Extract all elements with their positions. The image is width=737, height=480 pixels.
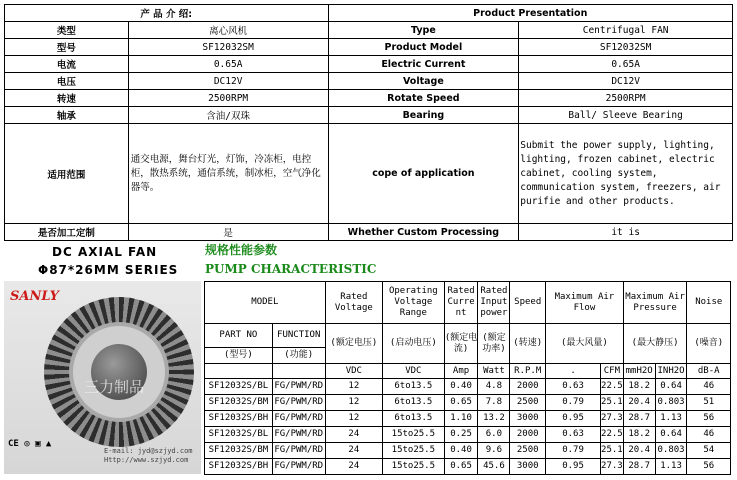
custom-cn-label: 是否加工定制 bbox=[5, 224, 129, 241]
h-function: FUNCTION bbox=[272, 324, 325, 348]
cert-icons: CE ◎ ▣ ▲ bbox=[8, 439, 52, 449]
airflow-cfm-cell: 27.3 bbox=[601, 411, 624, 427]
airflow-m3-cell: 0.95 bbox=[546, 459, 601, 475]
rated-power-cell: 7.8 bbox=[478, 395, 510, 411]
h-cn-power: (额定功率) bbox=[478, 324, 510, 364]
part-no-cell: SF12032S/BL bbox=[205, 427, 273, 443]
noise-cell: 46 bbox=[687, 427, 731, 443]
en-value: DC12V bbox=[519, 73, 733, 90]
application-cn-label: 适用范围 bbox=[5, 124, 129, 224]
part-no-cell: SF12032S/BL bbox=[205, 379, 273, 395]
function-cell: FG/PWM/RD bbox=[272, 379, 325, 395]
series-line1: DC AXIAL FAN bbox=[52, 245, 158, 259]
application-en-label: cope of application bbox=[328, 124, 519, 224]
en-value: Ball/ Sleeve Bearing bbox=[519, 107, 733, 124]
rated-voltage-cell: 24 bbox=[325, 427, 382, 443]
part-no-cell: SF12032S/BH bbox=[205, 411, 273, 427]
h-cn-range: (启动电压) bbox=[383, 324, 445, 364]
en-value: 2500RPM bbox=[519, 90, 733, 107]
h-rated-input: Rated Input power bbox=[478, 282, 510, 324]
speed-cell: 2000 bbox=[510, 379, 546, 395]
presentation-rows bbox=[5, 22, 733, 124]
noise-cell: 56 bbox=[687, 411, 731, 427]
cn-value: SF12032SM bbox=[128, 39, 328, 56]
function-cell: FG/PWM/RD bbox=[272, 459, 325, 475]
table-row bbox=[205, 395, 731, 411]
rated-voltage-cell: 12 bbox=[325, 411, 382, 427]
spec-table bbox=[204, 281, 731, 475]
cn-label: 轴承 bbox=[5, 107, 129, 124]
application-cn-value: 通交电源，舞台灯光，灯饰，冷冻柜，电控柜，散热系统，通信系统，制冰柜，空气净化器等。 bbox=[128, 124, 328, 224]
u-watt: Watt bbox=[478, 364, 510, 379]
rated-voltage-cell: 24 bbox=[325, 443, 382, 459]
h-operating-voltage: Operating Voltage Range bbox=[383, 282, 445, 324]
airflow-m3-cell: 0.95 bbox=[546, 411, 601, 427]
h-cn-model: (型号) bbox=[205, 348, 273, 364]
spec-rows bbox=[205, 379, 731, 475]
h-cn-speed: (转速) bbox=[510, 324, 546, 364]
airflow-cfm-cell: 22.5 bbox=[601, 379, 624, 395]
email-text: E-mail: jyd@szjyd.com bbox=[104, 447, 193, 455]
fan-image bbox=[44, 297, 194, 447]
h-part-no: PART NO bbox=[205, 324, 273, 348]
u-mmh2o: mmH2O bbox=[623, 364, 655, 379]
function-cell: FG/PWM/RD bbox=[272, 427, 325, 443]
pressure-inh2o-cell: 1.13 bbox=[655, 411, 687, 427]
product-photo bbox=[4, 281, 201, 474]
rated-voltage-cell: 24 bbox=[325, 459, 382, 475]
h-rated-current: Rated Curre nt bbox=[444, 282, 478, 324]
h-cn-airflow: (最大风量) bbox=[546, 324, 624, 364]
pressure-mmh2o-cell: 18.2 bbox=[623, 427, 655, 443]
voltage-range-cell: 6to13.5 bbox=[383, 395, 445, 411]
voltage-range-cell: 15to25.5 bbox=[383, 459, 445, 475]
cn-label: 电压 bbox=[5, 73, 129, 90]
pressure-mmh2o-cell: 20.4 bbox=[623, 443, 655, 459]
custom-en-value: it is bbox=[519, 224, 733, 241]
pressure-inh2o-cell: 0.64 bbox=[655, 427, 687, 443]
pressure-inh2o-cell: 0.803 bbox=[655, 443, 687, 459]
en-value: 0.65A bbox=[519, 56, 733, 73]
rated-current-cell: 0.40 bbox=[444, 379, 478, 395]
part-no-cell: SF12032S/BM bbox=[205, 395, 273, 411]
voltage-range-cell: 6to13.5 bbox=[383, 411, 445, 427]
speed-cell: 2000 bbox=[510, 427, 546, 443]
pressure-inh2o-cell: 0.803 bbox=[655, 395, 687, 411]
rated-current-cell: 1.10 bbox=[444, 411, 478, 427]
en-label: Voltage bbox=[328, 73, 519, 90]
spec-title-cn: 规格性能参数 bbox=[205, 243, 278, 257]
cn-value: 离心风机 bbox=[128, 22, 328, 39]
function-cell: FG/PWM/RD bbox=[272, 411, 325, 427]
pressure-inh2o-cell: 0.64 bbox=[655, 379, 687, 395]
voltage-range-cell: 15to25.5 bbox=[383, 443, 445, 459]
product-presentation-table bbox=[4, 4, 733, 241]
speed-cell: 2500 bbox=[510, 395, 546, 411]
airflow-cfm-cell: 25.1 bbox=[601, 395, 624, 411]
header-en: Product Presentation bbox=[328, 5, 733, 22]
rated-power-cell: 9.6 bbox=[478, 443, 510, 459]
cn-label: 型号 bbox=[5, 39, 129, 56]
u-rpm: R.P.M bbox=[510, 364, 546, 379]
airflow-m3-cell: 0.63 bbox=[546, 379, 601, 395]
airflow-cfm-cell: 27.3 bbox=[601, 459, 624, 475]
pressure-mmh2o-cell: 28.7 bbox=[623, 411, 655, 427]
pressure-mmh2o-cell: 18.2 bbox=[623, 379, 655, 395]
watermark: 三力制品 bbox=[84, 378, 145, 396]
airflow-cfm-cell: 25.1 bbox=[601, 443, 624, 459]
voltage-range-cell: 6to13.5 bbox=[383, 379, 445, 395]
h-airflow: Maximum Air Flow bbox=[546, 282, 624, 324]
en-label: Product Model bbox=[328, 39, 519, 56]
rated-power-cell: 13.2 bbox=[478, 411, 510, 427]
en-label: Electric Current bbox=[328, 56, 519, 73]
rated-current-cell: 0.65 bbox=[444, 459, 478, 475]
noise-cell: 51 bbox=[687, 395, 731, 411]
airflow-m3-cell: 0.79 bbox=[546, 443, 601, 459]
en-label: Type bbox=[328, 22, 519, 39]
header-cn: 产 品 介 绍: bbox=[5, 5, 329, 22]
en-value: Centrifugal FAN bbox=[519, 22, 733, 39]
h-cn-voltage: (额定电压) bbox=[325, 324, 382, 364]
part-no-cell: SF12032S/BH bbox=[205, 459, 273, 475]
cn-value: 2500RPM bbox=[128, 90, 328, 107]
speed-cell: 3000 bbox=[510, 459, 546, 475]
h-model: MODEL bbox=[205, 282, 326, 324]
rated-power-cell: 6.0 bbox=[478, 427, 510, 443]
application-en-value: Submit the power supply, lighting, lighting, frozen cabinet, electric cabinet, cooling system, communication system, freezers, air purifie and other products. bbox=[519, 124, 733, 224]
cn-value: 含油/双珠 bbox=[128, 107, 328, 124]
h-cn-noise: (噪音) bbox=[687, 324, 731, 364]
h-pressure: Maximum Air Pressure bbox=[623, 282, 687, 324]
u-inh2o: INH2O bbox=[655, 364, 687, 379]
custom-cn-value: 是 bbox=[128, 224, 328, 241]
table-row bbox=[205, 459, 731, 475]
pressure-inh2o-cell: 1.13 bbox=[655, 459, 687, 475]
http-text: Http://www.szjyd.com bbox=[104, 456, 189, 464]
rated-voltage-cell: 12 bbox=[325, 379, 382, 395]
noise-cell: 56 bbox=[687, 459, 731, 475]
u-cfm: CFM bbox=[601, 364, 624, 379]
rated-power-cell: 45.6 bbox=[478, 459, 510, 475]
u-vdc: VDC bbox=[325, 364, 382, 379]
u-dot: . bbox=[546, 364, 601, 379]
cn-label: 类型 bbox=[5, 22, 129, 39]
u-amp: Amp bbox=[444, 364, 478, 379]
function-cell: FG/PWM/RD bbox=[272, 443, 325, 459]
brand-logo: SANLY bbox=[10, 289, 59, 304]
cn-value: 0.65A bbox=[128, 56, 328, 73]
h-cn-pressure: (最大静压) bbox=[623, 324, 687, 364]
noise-cell: 54 bbox=[687, 443, 731, 459]
noise-cell: 46 bbox=[687, 379, 731, 395]
pressure-mmh2o-cell: 28.7 bbox=[623, 459, 655, 475]
speed-cell: 3000 bbox=[510, 411, 546, 427]
h-speed: Speed bbox=[510, 282, 546, 324]
rated-current-cell: 0.40 bbox=[444, 443, 478, 459]
en-label: Rotate Speed bbox=[328, 90, 519, 107]
rated-voltage-cell: 12 bbox=[325, 395, 382, 411]
airflow-m3-cell: 0.63 bbox=[546, 427, 601, 443]
table-row bbox=[205, 443, 731, 459]
rated-power-cell: 4.8 bbox=[478, 379, 510, 395]
h-rated-voltage: Rated Voltage bbox=[325, 282, 382, 324]
airflow-cfm-cell: 22.5 bbox=[601, 427, 624, 443]
series-line2: Φ87*26MM SERIES bbox=[38, 263, 179, 277]
table-row bbox=[205, 379, 731, 395]
speed-cell: 2500 bbox=[510, 443, 546, 459]
voltage-range-cell: 15to25.5 bbox=[383, 427, 445, 443]
table-row bbox=[205, 411, 731, 427]
h-cn-function: (功能) bbox=[272, 348, 325, 364]
custom-en-label: Whether Custom Processing bbox=[328, 224, 519, 241]
u-vdc2: VDC bbox=[383, 364, 445, 379]
h-noise: Noise bbox=[687, 282, 731, 324]
spec-title-en: PUMP CHARACTERISTIC bbox=[205, 262, 377, 276]
cn-value: DC12V bbox=[128, 73, 328, 90]
airflow-m3-cell: 0.79 bbox=[546, 395, 601, 411]
rated-current-cell: 0.25 bbox=[444, 427, 478, 443]
cn-label: 转速 bbox=[5, 90, 129, 107]
table-row bbox=[205, 427, 731, 443]
en-value: SF12032SM bbox=[519, 39, 733, 56]
fan-inner bbox=[69, 322, 169, 422]
part-no-cell: SF12032S/BM bbox=[205, 443, 273, 459]
pressure-mmh2o-cell: 20.4 bbox=[623, 395, 655, 411]
en-label: Bearing bbox=[328, 107, 519, 124]
h-cn-current: (额定电流) bbox=[444, 324, 478, 364]
cn-label: 电流 bbox=[5, 56, 129, 73]
function-cell: FG/PWM/RD bbox=[272, 395, 325, 411]
rated-current-cell: 0.65 bbox=[444, 395, 478, 411]
u-dba: dB-A bbox=[687, 364, 731, 379]
